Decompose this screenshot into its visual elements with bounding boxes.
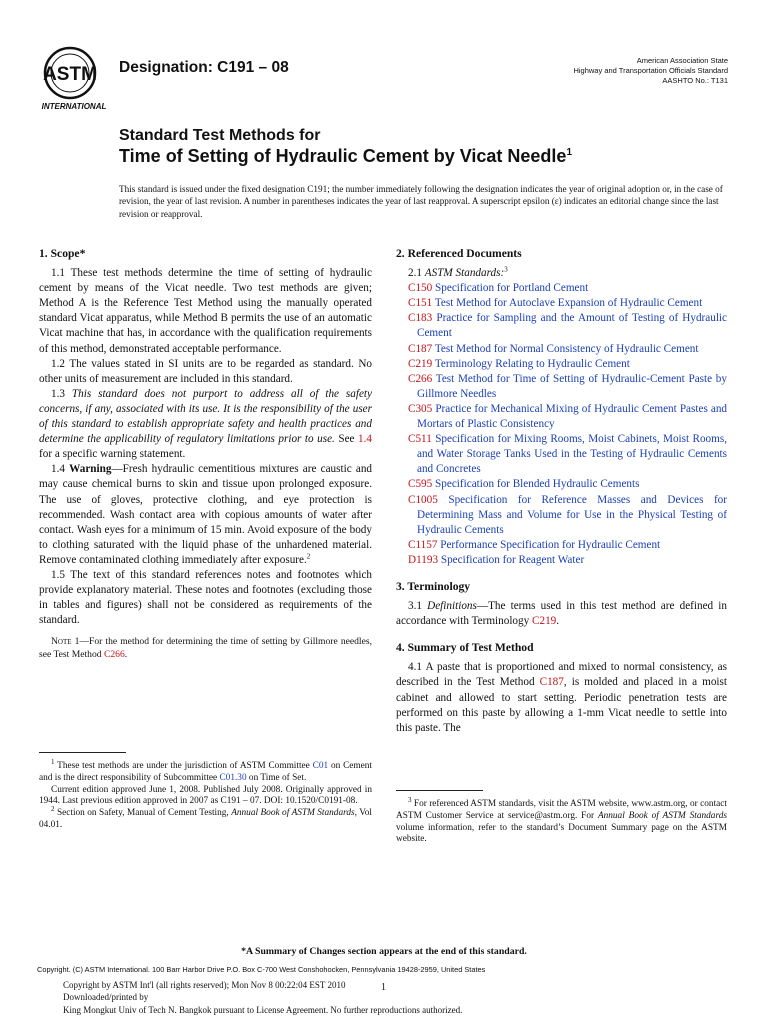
reference-item[interactable]: C266 Test Method for Time of Setting of Hydraulic-Cement Paste by Gillmore Needles	[408, 372, 727, 400]
footnote-1-edition: Current edition approved June 1, 2008. Published July 2008. Originally approved in 1944. Last previous edition approved in 2007 as C191 – 07. DOI: 10.1520/C0191-08.	[39, 784, 372, 807]
summary-of-changes-note: *A Summary of Changes section appears at the end of this standard.	[241, 946, 527, 957]
astm-standards-subheading: 2.1 ASTM Standards:$^3$	[408, 265, 508, 280]
page-number: 1	[381, 982, 386, 993]
scope-heading: 1. Scope*	[39, 247, 86, 260]
copyright-line: Copyright. (C) ASTM International. 100 Barr Harbor Drive P.O. Box C-700 West Conshohocken, Pennsylvania 19428-2959, United States	[37, 965, 486, 974]
designation: Designation: C191 – 08	[119, 59, 289, 76]
aashto-line-3: AASHTO No.: T131	[662, 76, 728, 85]
right-footnotes	[396, 790, 727, 846]
reference-item[interactable]: C151 Test Method for Autoclave Expansion of Hydraulic Cement	[408, 297, 703, 310]
summary-4-1: 4.1 A paste that is proportioned and mixed to normal consistency, as described in the Test Method C187, is molded and placed in a moist cabinet and allowed to start setting. Periodic penetration tests are performed on this paste by allowing a 1-mm Vicat needle to settle into this paste. The	[396, 661, 727, 734]
summary-heading: 4. Summary of Test Method	[396, 641, 534, 655]
reference-item[interactable]: C1157 Performance Specification for Hydraulic Cement	[408, 538, 661, 551]
title-sup: 1	[566, 147, 573, 158]
link-c187[interactable]: C187	[539, 676, 564, 689]
footnote-1: $^1$ These test methods are under the jurisdiction of ASTM Committee C01 on Cement and is the direct responsibility of Subcommittee C01.30 on Time of Set.	[39, 757, 372, 783]
download-stamp	[63, 979, 462, 1016]
reference-item[interactable]: C511 Specification for Mixing Rooms, Moist Cabinets, Moist Rooms, and Water Storage Tanks Used in the Testing of Hydraulic Cements and Concretes	[408, 433, 727, 476]
reference-item[interactable]: C1005 Specification for Reference Masses and Devices for Determining Mass and Volume for Use in the Physical Testing of Hydraulic Cements	[408, 493, 727, 536]
scope-1-1: 1.1 These test methods determine the time of setting of hydraulic cement by means of the Vicat needle. Two test methods are given; Method A is the Reference Test Method using the manually operated standard Vicat apparatus, while Method B permits the use of an automatic Vicat machine that has, in accordance with the qualification requirements of this method, demonstrated acceptable performance.	[39, 267, 372, 355]
left-column	[39, 246, 372, 661]
aashto-block	[573, 56, 728, 86]
reference-list	[396, 281, 727, 568]
reference-item[interactable]: C219 Terminology Relating to Hydraulic Cement	[408, 357, 630, 370]
logo-text: ASTM	[43, 64, 97, 85]
note-1: Note 1—For the method for determining the time of setting by Gillmore needles, see Test Method C266.	[39, 636, 372, 660]
download-line-1: Copyright by ASTM Int'l (all rights reserved); Mon Nov 8 00:22:04 EST 2010	[63, 980, 346, 990]
download-line-3: King Mongkut Univ of Tech N. Bangkok pursuant to License Agreement. No further reproductions authorized.	[63, 1004, 463, 1015]
footnote-2: $^2$ Section on Safety, Manual of Cement Testing, Annual Book of ASTM Standards, Vol 04.01.	[39, 805, 372, 830]
referenced-heading: 2. Referenced Documents	[396, 247, 522, 260]
title-text: Time of Setting of Hydraulic Cement by Vicat Needle	[119, 146, 567, 166]
aashto-line-2: Highway and Transportation Officials Standard	[573, 66, 728, 75]
terminology-heading: 3. Terminology	[396, 579, 471, 593]
link-1-4[interactable]: 1.4	[358, 433, 373, 446]
intro-paragraph: This standard is issued under the fixed designation C191; the number immediately following the designation indicates the year of original adoption or, in the case of revision, the year of last revision. A number in parentheses indicates the year of last reapproval. A superscript epsilon (ε) indicates an editorial change since the last revision or reapproval.	[119, 184, 723, 219]
title-line-1: Standard Test Methods for	[119, 127, 321, 144]
scope-1-2: 1.2 The values stated in SI units are to be regarded as standard. No other units of measurement are included in this standard.	[39, 357, 372, 385]
astm-logo	[36, 45, 114, 115]
reference-item[interactable]: C595 Specification for Blended Hydraulic Cements	[408, 478, 640, 491]
download-line-2: Downloaded/printed by	[63, 992, 149, 1003]
link-c01-30[interactable]: C01.30	[219, 772, 247, 783]
reference-item[interactable]: C305 Practice for Mechanical Mixing of Hydraulic Cement Pastes and Mortars of Plastic Consistency	[408, 402, 728, 431]
reference-item[interactable]: D1193 Specification for Reagent Water	[408, 553, 585, 566]
reference-item[interactable]: C187 Test Method for Normal Consistency of Hydraulic Cement	[408, 342, 699, 355]
reference-item[interactable]: C150 Specification for Portland Cement	[408, 282, 589, 295]
aashto-line-1: American Association State	[636, 56, 728, 65]
title-line-2	[119, 146, 572, 167]
right-column	[396, 246, 727, 736]
scope-1-5: 1.5 The text of this standard references notes and footnotes which provide explanatory material. These notes and footnotes (excluding those in tables and figures) shall not be considered as requirements of the standard.	[39, 568, 372, 627]
footnote-rule	[39, 752, 126, 753]
terminology-3-1: 3.1 Definitions—The terms used in this test method are defined in accordance with Terminology C219.	[396, 600, 728, 628]
link-c266-note[interactable]: C266	[103, 648, 125, 660]
footnote-rule	[396, 790, 483, 791]
link-c219[interactable]: C219	[532, 615, 557, 628]
left-footnotes	[39, 752, 372, 832]
reference-item[interactable]: C183 Practice for Sampling and the Amount of Testing of Hydraulic Cement	[408, 312, 728, 340]
link-c01[interactable]: C01	[312, 761, 329, 771]
scope-1-4: 1.4 Warning—Fresh hydraulic cementitious mixtures are caustic and may cause chemical burns to skin and tissue upon prolonged exposure. The use of gloves, protective clothing, and eye protection is recommended. Wash contact area with copious amounts of water after contact. Wash eyes for a minimum of 15 min. Avoid exposure of the body to clothing saturated with the liquid phase of the unhardened material. Remove contaminated clothing immediately after exposure.$^2$	[39, 463, 373, 566]
footnote-3: $^3$ For referenced ASTM standards, visit the ASTM website, www.astm.org, or contact ASTM Customer Service at service@astm.org. For Annual Book of ASTM Standards volume information, refer to the standard’s Document Summary page on the ASTM website.	[396, 795, 727, 845]
scope-1-3: 1.3 This standard does not purport to address all of the safety concerns, if any, associated with its use. It is the responsibility of the user of this standard to establish appropriate safety and health practices and determine the applicability of regulatory limitations prior to use. See 1.4 for a specific warning statement.	[39, 387, 373, 461]
logo-subtext: INTERNATIONAL	[41, 102, 107, 111]
